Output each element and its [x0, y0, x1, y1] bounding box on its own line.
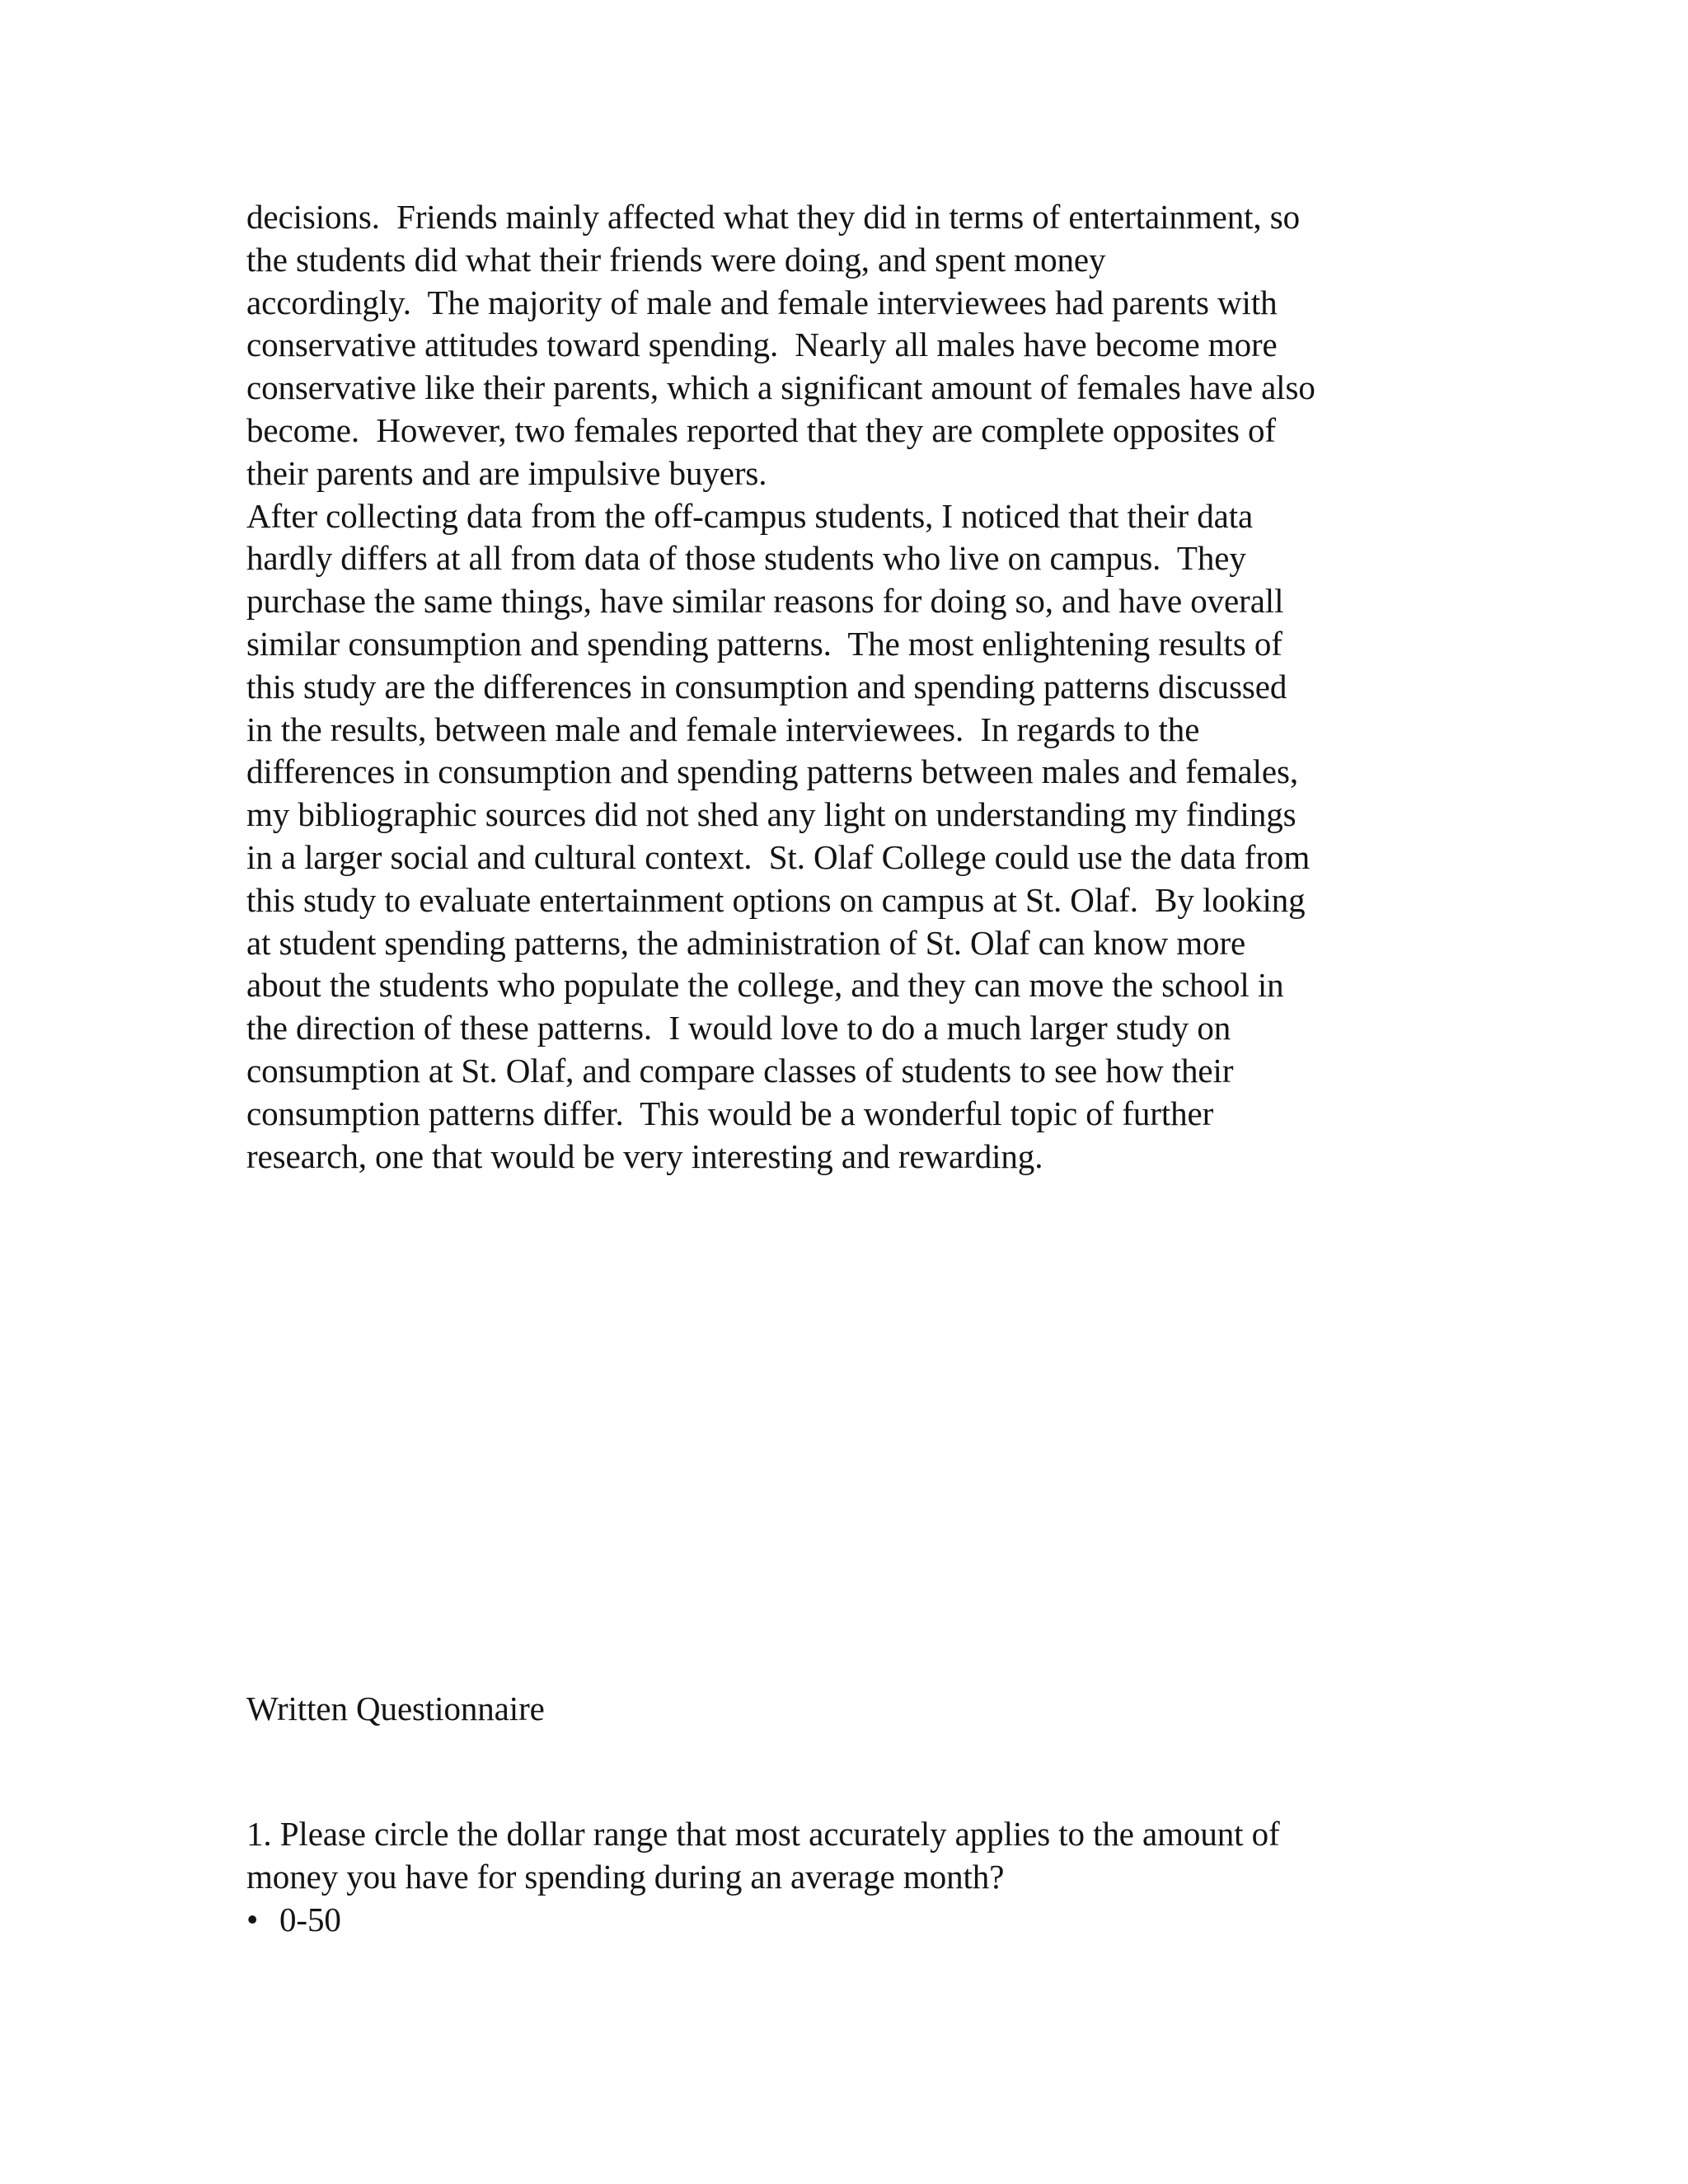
question-1	[246, 1813, 1442, 1941]
body-line: consumption at St. Olaf, and compare classes of students to see how their	[246, 1051, 1234, 1090]
body-line: hardly differs at all from data of those students who live on campus. They	[246, 539, 1246, 578]
body-line: their parents and are impulsive buyers.	[246, 453, 767, 492]
body-line: this study to evaluate entertainment options on campus at St. Olaf. By looking	[246, 880, 1306, 919]
body-line: at student spending patterns, the administration of St. Olaf can know more	[246, 923, 1246, 962]
question-line: 1. Please circle the dollar range that most accurately applies to the amount of	[246, 1815, 1280, 1853]
body-line: accordingly. The majority of male and female interviewees had parents with	[246, 283, 1278, 321]
body-line: consumption patterns differ. This would be a wonderful topic of further	[246, 1094, 1214, 1132]
question-line: money you have for spending during an average month?	[246, 1857, 1005, 1896]
answer-option	[246, 1899, 1442, 1942]
body-line: this study are the differences in consumption and spending patterns discussed	[246, 667, 1287, 705]
body-line: purchase the same things, have similar reasons for doing so, and have overall	[246, 582, 1284, 621]
body-line: in a larger social and cultural context. St. Olaf College could use the data from	[246, 837, 1311, 876]
body-line: in the results, between male and female interviewees. In regards to the	[246, 710, 1200, 748]
body-line: decisions. Friends mainly affected what they did in terms of entertainment, so	[246, 198, 1300, 236]
body-line: similar consumption and spending patterns. The most enlightening results of	[246, 624, 1282, 663]
body-line: become. However, two females reported that they are complete opposites of	[246, 410, 1276, 449]
body-line: After collecting data from the off-campus students, I noticed that their data	[246, 496, 1254, 535]
body-line: research, one that would be very interesting and rewarding.	[246, 1137, 1043, 1175]
bullet-icon: •	[246, 1900, 259, 1938]
body-paragraphs	[246, 196, 1442, 1178]
body-line: about the students who populate the college, and they can move the school in	[246, 966, 1284, 1005]
body-line: the students did what their friends were doing, and spent money	[246, 240, 1106, 279]
section-heading	[246, 1688, 545, 1731]
body-line: differences in consumption and spending patterns between males and females,	[246, 752, 1299, 791]
body-line: my bibliographic sources did not shed any light on understanding my findings	[246, 795, 1296, 834]
body-line: conservative attitudes toward spending. Nearly all males have become more	[246, 326, 1278, 364]
section-heading-text: Written Questionnaire	[246, 1690, 545, 1727]
body-line: conservative like their parents, which a significant amount of females have also	[246, 368, 1315, 407]
body-line: the direction of these patterns. I would love to do a much larger study on	[246, 1009, 1231, 1047]
answer-option-label: 0-50	[279, 1900, 341, 1938]
